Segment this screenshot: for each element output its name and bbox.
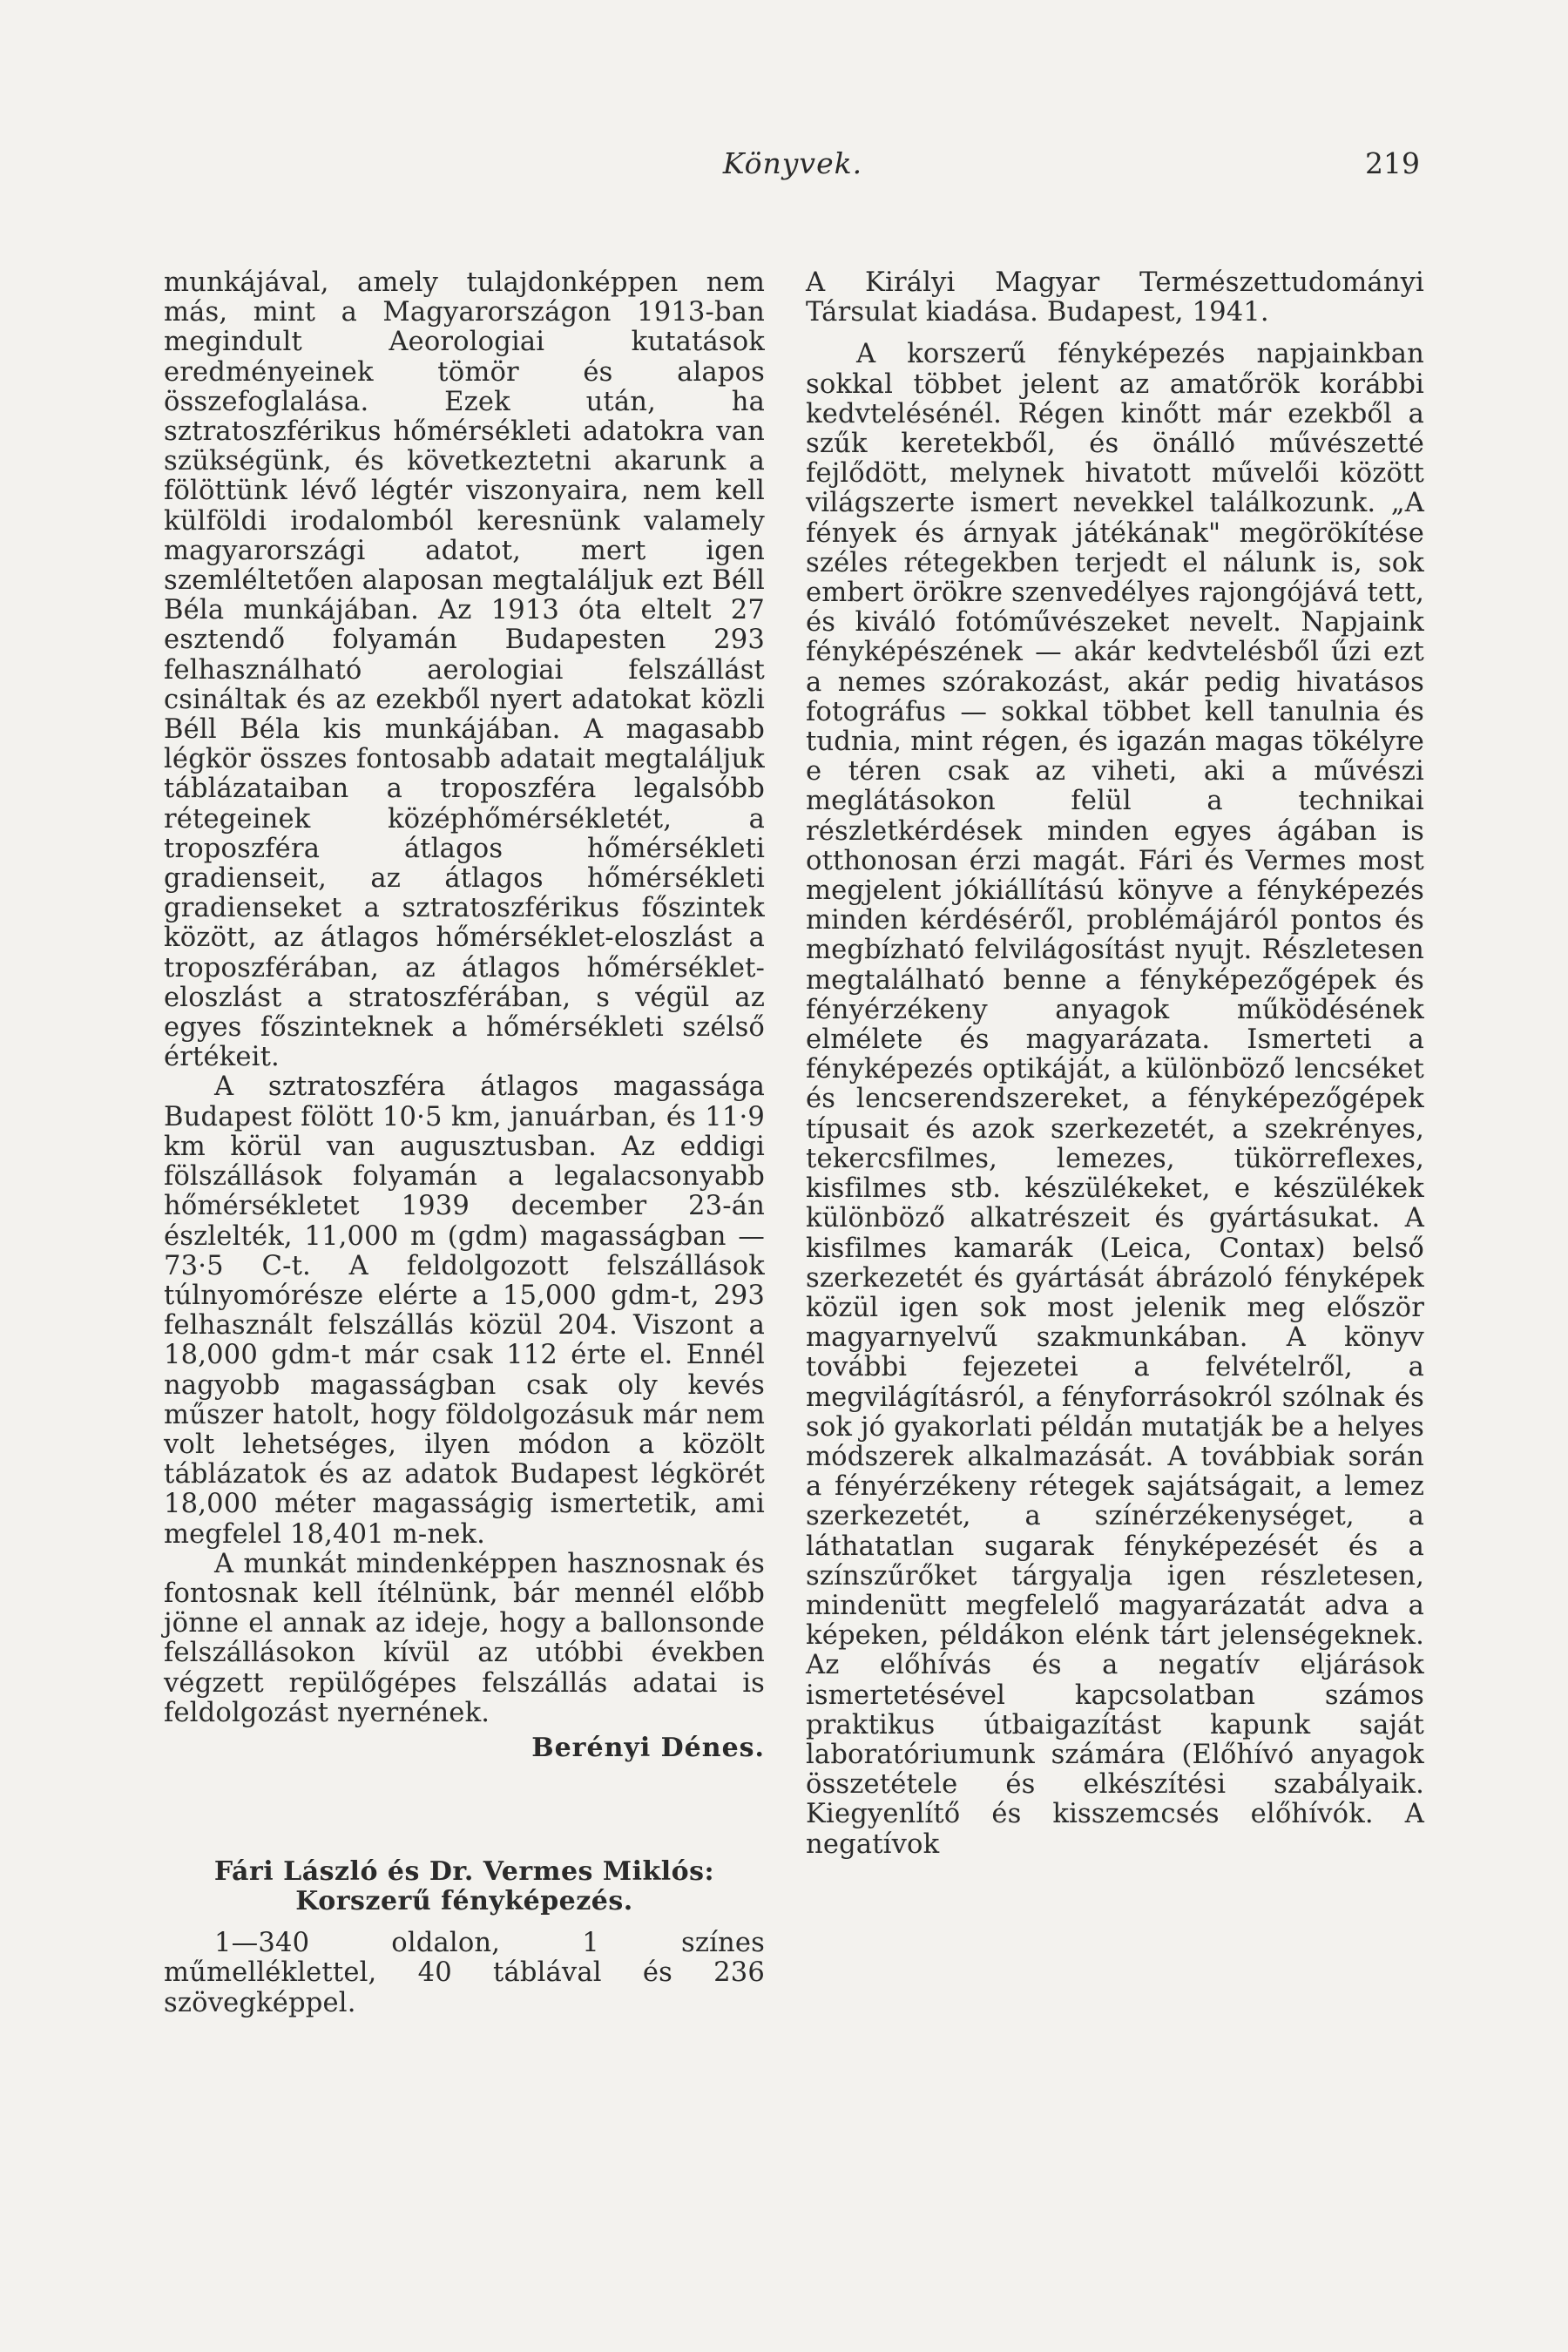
paragraph: A korszerű fényképezés napjainkban sokkal többet jelent az amatőrök korábbi kedvtelésénél. Régen kinőtt már ezekből a szűk keretekből, és önálló művészetté fejlődött, melynek hivatott művelői között világszerte ismert nevekkel találkozunk. „A fények és árnyak játékának" megörökítése széles rétegekben terjedt el nálunk is, sok embert örökre szenvedélyes rajongójává tett, és kiváló fotóművészeket nevelt. Napjaink fényképészének — akár kedvtelésből űzi ezt a nemes szórakozást, akár pedig hivatásos fotográfus — sokkal többet kell tanulnia és tudnia, mint régen, és igazán magas tökélyre e téren csak az viheti, aki a művészi meglátásokon felül a technikai részletkérdések minden egyes ágában is otthonosan érzi magát. Fári és Vermes most megjelent jókiállítású könyve a fényképezés minden kérdéséről, problémájáról pontos és megbízható felvilágosítást nyujt. Részletesen megtalálható benne a fényképezőgépek és fényérzékeny anyagok működésének elmélete és magyarázata. Ismerteti a fényképezés optikáját, a különböző lencséket és lencserendszereket, a fényképezőgépek típusait és azok szerkezetét, a szekrényes, tekercsfilmes, lemezes, tükörreflexes, kisfilmes stb. készülékeket, e készülékek különböző alkatrészeit és gyártásukat. A kisfilmes kamarák (Leica, Contax) belső szerkezetét és gyártását ábrázoló fényképek közül igen sok most jelenik meg először magyarnyelvű szakmunkában. A könyv további fejezetei a felvételről, a megvilágításról, a fényforrásokról szólnak és sok jó gyakorlati példán mutatják be a helyes módszerek alkalmazását. A továbbiak során a fényérzékeny rétegek sajátságait, a lemez szerkezetét, a színérzékenységet, a láthatatlan sugarak fényképezését és a színszűrőket tárgyalja igen részletesen, mindenütt megfelelő magyarázatát adva a képeken, példákon elénk tárt jelenségeknek. Az előhívás és a negatív eljárások ismertetésével kapcsolatban számos praktikus útbaigazítást kapunk saját laboratóriumunk számára (Előhívó anyagok összetétele és elkészítési szabályaik. Kiegyenlítő és kisszemcsés előhívók. A negatívok [806, 339, 1424, 1860]
review-book-title: Korszerű fényképezés. [295, 1886, 633, 1917]
paragraph: A sztratoszféra átlagos magassága Budapest fölött 10·5 km, januárban, és 11·9 km körül van augusztusban. Az eddigi fölszállások folyamán a legalacsonyabb hőmérsékletet 1939 december 23-án észlelték, 11,000 m (gdm) magasságban —73·5 C-t. A feldolgozott felszállások túlnyomórésze elérte a 15,000 gdm-t, 293 felhasznált felszállás közül 204. Viszont a 18,000 gdm-t már csak 112 érte el. Ennél nagyobb magasságban csak oly kevés műszer hatolt, hogy földolgozásuk már nem volt lehetséges, ilyen módon a közölt táblázatok és az adatok Budapest légkörét 18,000 méter magasságig ismertetik, ami megfelel 18,401 m-nek. [164, 1071, 765, 1550]
paragraph: A munkát mindenképpen hasznosnak és fontosnak kell ítélnünk, bár mennél előbb jönne el annak az ideje, hogy a ballonsonde felszállásokon kívül az utóbbi években végzett repülőgépes felszállás adatai is feldolgozást nyernének. [164, 1548, 765, 1728]
right-column [806, 268, 1424, 1860]
review-authors: Fári László és Dr. Vermes Miklós: [213, 1856, 715, 1888]
review-heading [164, 1857, 765, 1916]
paragraph: munkájával, amely tulajdonképpen nem más, mint a Magyarországon 1913-ban megindult Aeorologiai kutatások eredményeinek tömör és alapos összefoglalása. Ezek után, ha sztratoszférikus hőmérsékleti adatokra van szükségünk, és következtetni akarunk a fölöttünk lévő légtér viszonyaira, nem kell külföldi irodalomból keresnünk valamely magyarországi adatot, mert igen szemléltetően alaposan megtaláljuk ezt Béll Béla munkájában. Az 1913 óta eltelt 27 esztendő folyamán Budapesten 293 felhasználható aerologiai felszállást csináltak és az ezekből nyert adatokat közli Béll Béla kis munkájában. A magasabb légkör összes fontosabb adatait megtaláljuk táblázataiban a troposzféra legalsóbb rétegeinek középhőmérsékletét, a troposzféra átlagos hőmérsékleti gradienseit, az átlagos hőmérsékleti gradienseket a sztratoszférikus főszintek között, az átlagos hőmérséklet-eloszlást a troposzférában, az átlagos hőmérséklet-eloszlást a stratoszférában, s végül az egyes főszinteknek a hőmérsékleti szélső értékeit. [164, 267, 765, 1073]
left-column [164, 268, 765, 2018]
publisher-info: A Királyi Magyar Természettudományi Társulat kiadása. Budapest, 1941. [806, 267, 1424, 328]
author-signature: Berényi Dénes. [531, 1732, 765, 1763]
running-title: Könyvek. [722, 146, 863, 180]
running-header [166, 146, 1420, 199]
review-details: 1—340 oldalon, 1 színes műmelléklettel, 40 táblával és 236 szövegképpel. [164, 1928, 765, 2018]
page-number: 219 [1365, 146, 1420, 180]
